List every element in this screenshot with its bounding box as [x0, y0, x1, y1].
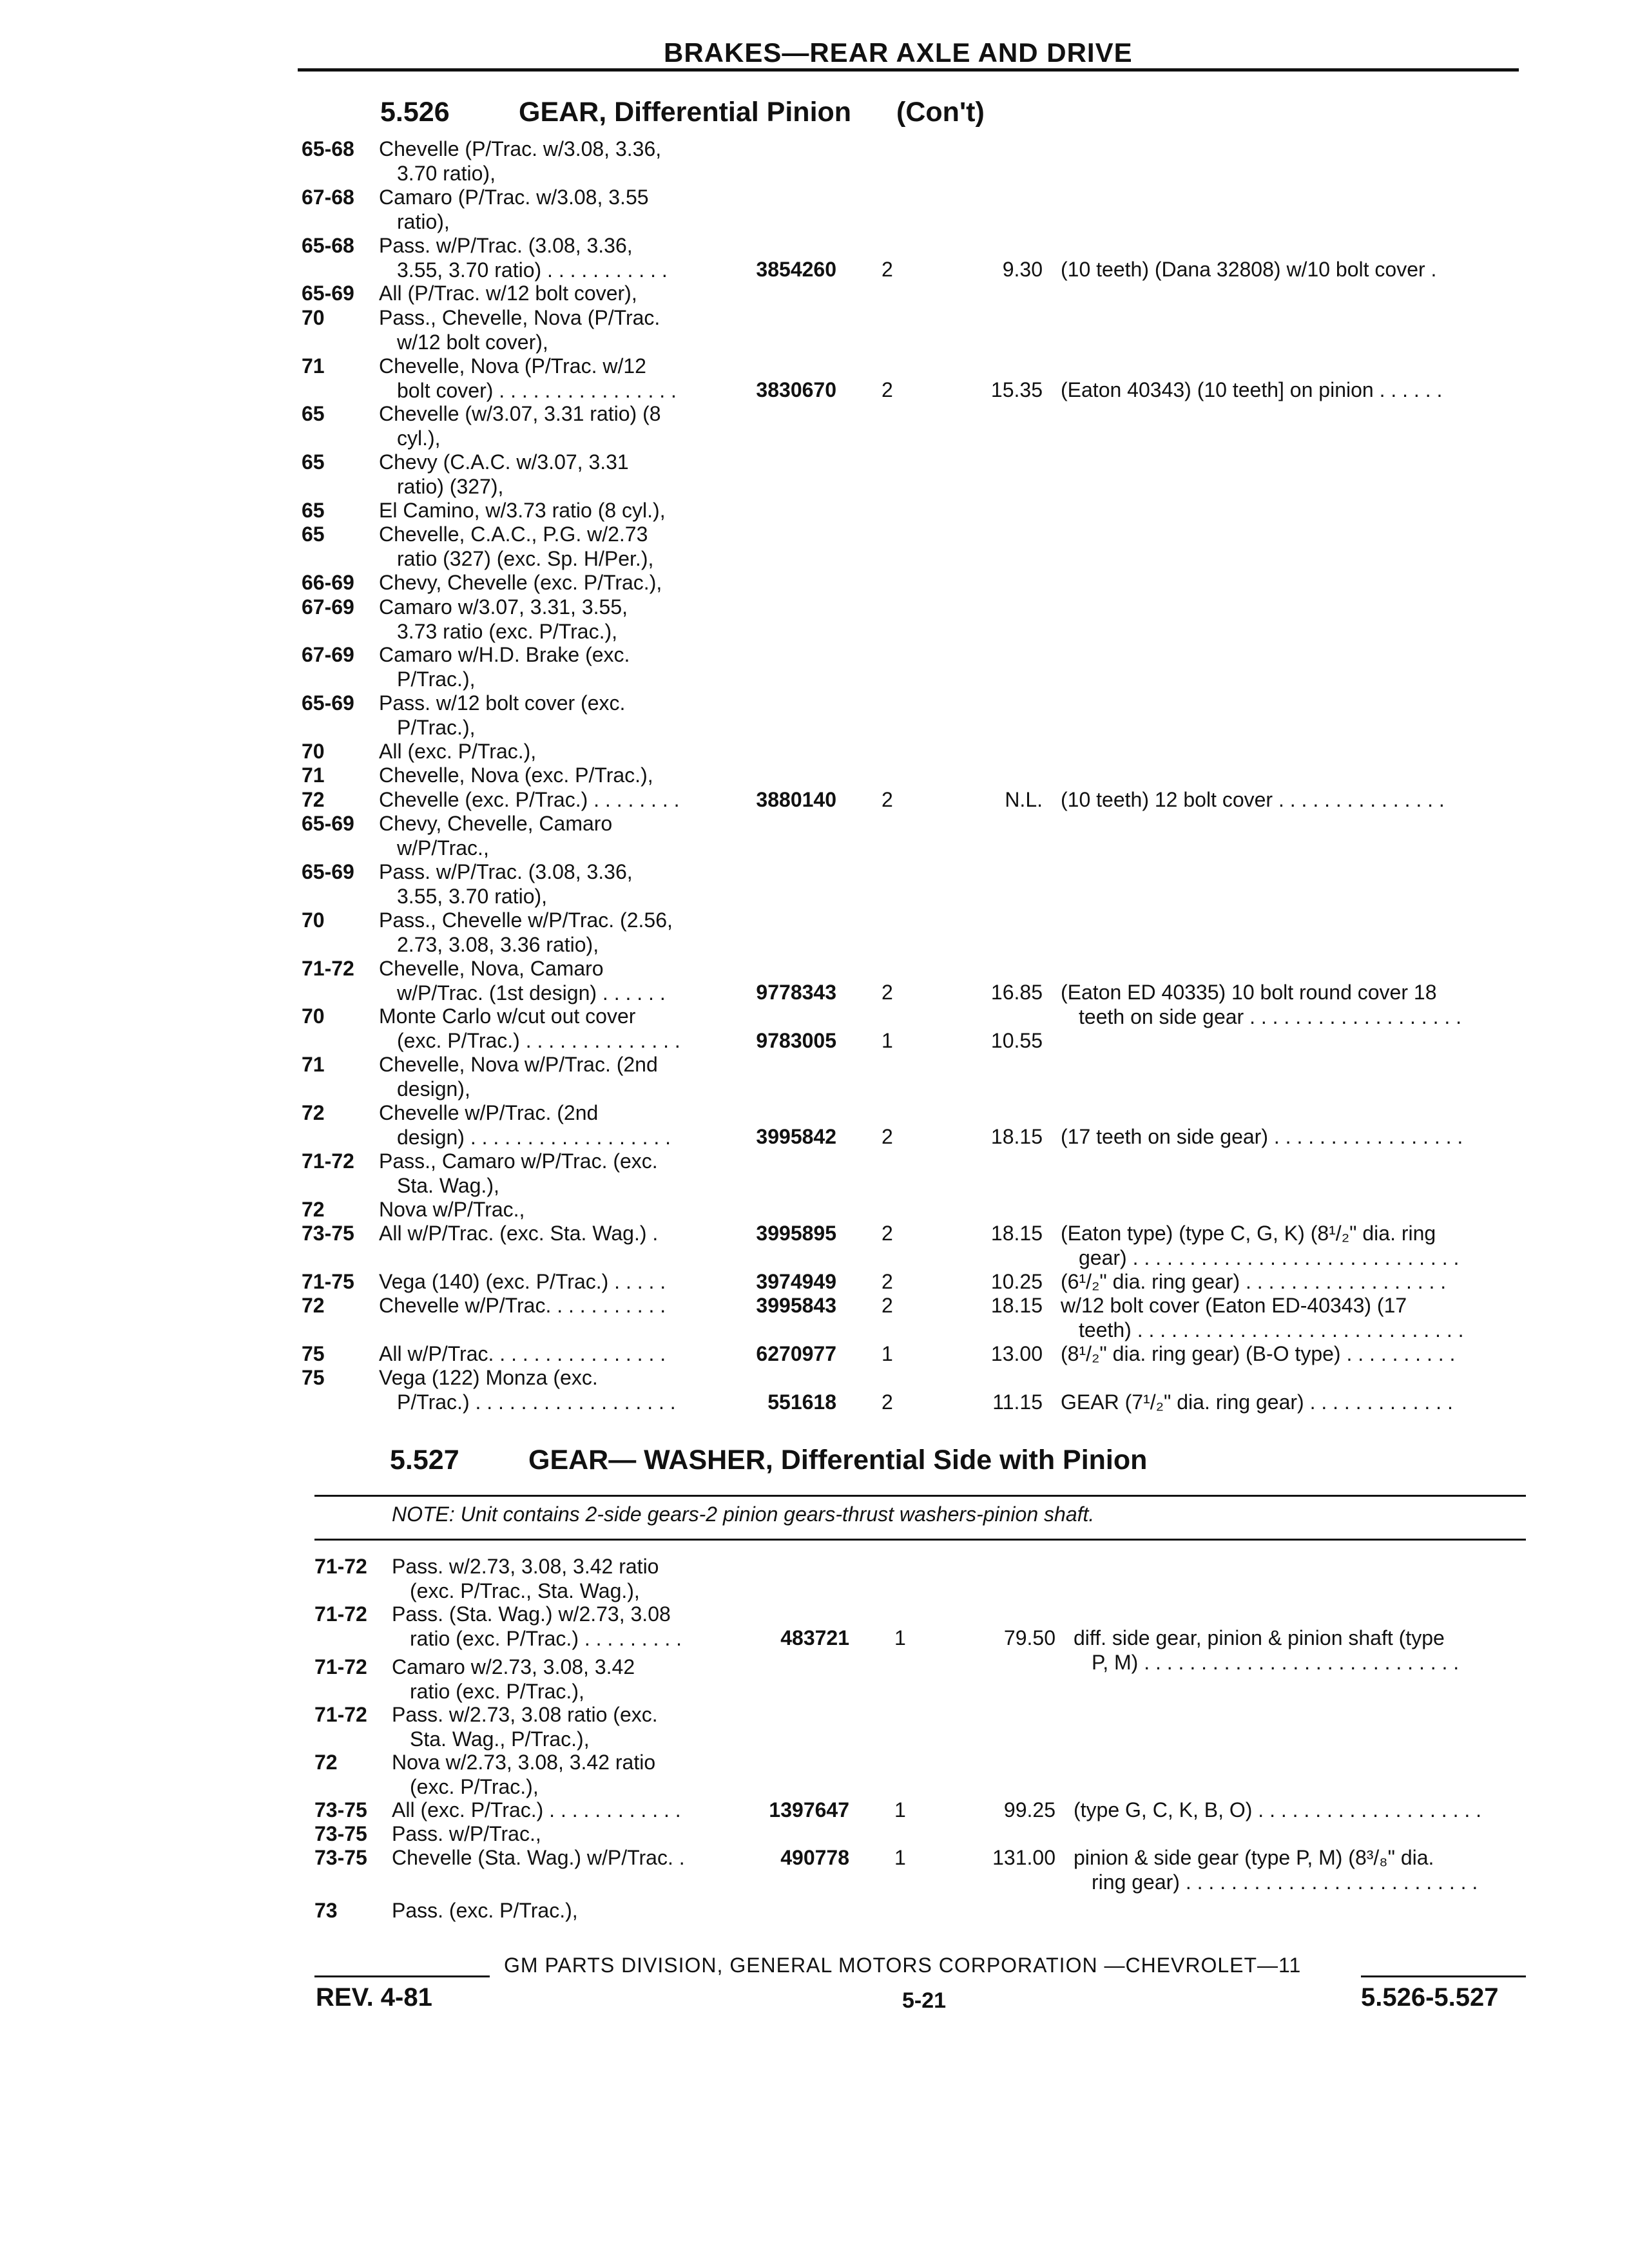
application-description — [379, 763, 714, 787]
model-years: 70 — [302, 740, 325, 763]
application-description — [379, 1052, 714, 1101]
footer-revision: REV. 4-81 — [316, 1983, 432, 2012]
description-line: ratio (exc. P/Trac.), — [410, 1680, 584, 1703]
application-description — [379, 185, 714, 234]
description-line: Chevelle, Nova (exc. P/Trac.), — [379, 764, 653, 787]
part-number: 3830670 — [756, 378, 836, 401]
model-years: 72 — [302, 1101, 325, 1124]
application-description — [392, 1655, 727, 1704]
description-line: Chevelle, C.A.C., P.G. w/2.73 — [379, 523, 648, 546]
model-years: 70 — [302, 305, 325, 329]
remarks-line: GEAR (7¹/₂" dia. ring gear) . . . . . . . . . . . . . — [1061, 1390, 1453, 1414]
quantity: 1 — [882, 1342, 893, 1365]
model-years: 72 — [314, 1751, 338, 1774]
application-description — [379, 691, 714, 740]
list-price: 18.15 — [990, 1125, 1043, 1149]
description-line: All (exc. P/Trac.), — [379, 740, 537, 763]
model-years: 73-75 — [314, 1822, 367, 1845]
application-description — [379, 1100, 714, 1149]
part-number: 490778 — [780, 1846, 849, 1869]
description-line: Nova w/P/Trac., — [379, 1197, 525, 1221]
remarks-line: P, M) . . . . . . . . . . . . . . . . . . . . . . . . . . . . — [1092, 1651, 1460, 1674]
remarks — [1074, 1798, 1525, 1822]
model-years: 65-68 — [302, 137, 354, 160]
description-line: Pass., Camaro w/P/Trac. (exc. — [379, 1149, 658, 1173]
part-number: 3974949 — [756, 1269, 836, 1293]
remarks — [1061, 257, 1512, 282]
remarks-line: (6¹/₂" dia. ring gear) . . . . . . . . . . . . . . . . . . — [1061, 1269, 1447, 1293]
description-line: P/Trac.), — [397, 716, 476, 740]
quantity: 1 — [894, 1846, 906, 1869]
description-line: Camaro w/3.07, 3.31, 3.55, — [379, 595, 628, 619]
remarks-line: (17 teeth on side gear) . . . . . . . . . . . . . . . . . — [1061, 1125, 1463, 1149]
application-description — [379, 1293, 714, 1318]
application-description — [379, 787, 714, 812]
description-line: bolt cover) . . . . . . . . . . . . . . . . — [397, 378, 677, 402]
description-line: Chevelle (Sta. Wag.) w/P/Trac. . — [392, 1846, 685, 1869]
description-line: 3.55, 3.70 ratio), — [397, 885, 548, 908]
model-years: 71 — [302, 354, 325, 378]
description-line: 2.73, 3.08, 3.36 ratio), — [397, 932, 599, 956]
description-line: Camaro w/2.73, 3.08, 3.42 — [392, 1655, 635, 1678]
section-5527-heading — [390, 1445, 1147, 1476]
description-line: Chevelle, Nova (P/Trac. w/12 — [379, 354, 646, 378]
header-rule — [298, 68, 1519, 72]
description-line: design) . . . . . . . . . . . . . . . . . . — [397, 1126, 671, 1149]
application-description — [379, 401, 714, 450]
description-line: Pass., Chevelle, Nova (P/Trac. — [379, 305, 660, 329]
model-years: 71-72 — [314, 1655, 367, 1678]
description-line: ratio) (327), — [397, 475, 504, 499]
application-description — [379, 1269, 714, 1294]
part-number: 3995843 — [756, 1294, 836, 1318]
model-years: 67-69 — [302, 643, 354, 667]
remarks-line: pinion & side gear (type P, M) (8³/₈" dia. — [1074, 1846, 1434, 1869]
model-years: 65-69 — [302, 282, 354, 305]
quantity: 1 — [894, 1798, 906, 1821]
note-top-rule — [314, 1495, 1526, 1497]
quantity: 2 — [882, 1390, 893, 1414]
remarks — [1074, 1626, 1525, 1675]
footer-section-range: 5.526-5.527 — [1361, 1983, 1499, 2012]
application-description — [379, 642, 714, 691]
part-number: 1397647 — [769, 1798, 849, 1821]
application-description — [379, 739, 714, 764]
remarks — [1074, 1845, 1525, 1894]
list-price: 99.25 — [1003, 1798, 1055, 1821]
section-5527-title: GEAR— WASHER, Differential Side with Pinion — [528, 1445, 1148, 1475]
remarks-line: teeth) . . . . . . . . . . . . . . . . . . . . . . . . . . . . . — [1079, 1318, 1464, 1342]
description-line: ratio), — [397, 209, 450, 233]
quantity: 2 — [882, 1222, 893, 1245]
application-description — [379, 498, 714, 523]
application-description — [379, 1221, 714, 1245]
description-line: Pass. w/P/Trac. (3.08, 3.36, — [379, 860, 633, 883]
model-years: 71 — [302, 764, 325, 787]
application-description — [379, 281, 714, 305]
model-years: 72 — [302, 787, 325, 811]
description-line: Chevelle, Nova, Camaro — [379, 956, 604, 980]
remarks-line: gear) . . . . . . . . . . . . . . . . . . . . . . . . . . . . . — [1079, 1246, 1460, 1269]
description-line: 3.73 ratio (exc. P/Trac.), — [397, 619, 618, 643]
description-line: ratio (exc. P/Trac.) . . . . . . . . . — [410, 1627, 682, 1650]
description-line: Pass. (exc. P/Trac.), — [392, 1899, 578, 1922]
remarks — [1061, 1390, 1512, 1414]
application-description — [379, 1197, 714, 1222]
list-price: 16.85 — [990, 980, 1043, 1004]
list-price: 11.15 — [992, 1390, 1043, 1414]
model-years: 71-72 — [314, 1555, 367, 1578]
description-line: All w/P/Trac. . . . . . . . . . . . . . . . — [379, 1342, 666, 1365]
remarks — [1061, 1293, 1512, 1342]
application-description — [379, 233, 714, 282]
list-price: 13.00 — [990, 1342, 1043, 1365]
page-header-title: BRAKES—REAR AXLE AND DRIVE — [664, 37, 1133, 68]
description-line: w/12 bolt cover), — [397, 330, 548, 354]
section-5526-heading — [380, 97, 985, 128]
application-description — [392, 1821, 727, 1846]
model-years: 72 — [302, 1197, 325, 1221]
remarks-line: (10 teeth) (Dana 32808) w/10 bolt cover . — [1061, 257, 1437, 281]
model-years: 67-68 — [302, 185, 354, 209]
model-years: 71-75 — [302, 1269, 354, 1293]
application-description — [392, 1750, 727, 1799]
model-years: 65 — [302, 523, 325, 546]
list-price: 15.35 — [990, 378, 1043, 401]
description-line: Chevy, Chevelle (exc. P/Trac.), — [379, 571, 662, 595]
description-line: Chevelle (w/3.07, 3.31 ratio) (8 — [379, 402, 661, 426]
quantity: 2 — [882, 1125, 893, 1149]
application-description — [379, 305, 714, 354]
model-years: 72 — [302, 1294, 325, 1318]
application-description — [379, 595, 714, 644]
part-number: 3880140 — [756, 787, 836, 811]
remarks — [1061, 1221, 1512, 1270]
description-line: Chevelle (P/Trac. w/3.08, 3.36, — [379, 137, 662, 160]
application-description — [392, 1602, 727, 1651]
remarks — [1061, 1341, 1512, 1366]
description-line: 3.55, 3.70 ratio) . . . . . . . . . . . — [397, 258, 668, 282]
model-years: 65-69 — [302, 812, 354, 836]
description-line: Monte Carlo w/cut out cover — [379, 1004, 636, 1028]
model-years: 75 — [302, 1342, 325, 1365]
model-years: 71 — [302, 1053, 325, 1077]
model-years: 70 — [302, 1004, 325, 1028]
description-line: Nova w/2.73, 3.08, 3.42 ratio — [392, 1751, 656, 1774]
application-description — [392, 1702, 727, 1751]
part-number: 6270977 — [756, 1342, 836, 1365]
section-5527-note: NOTE: Unit contains 2-side gears-2 pinion gears-thrust washers-pinion shaft. — [392, 1503, 1095, 1526]
description-line: Sta. Wag., P/Trac.), — [410, 1727, 590, 1751]
remarks-line: diff. side gear, pinion & pinion shaft (type — [1074, 1626, 1445, 1649]
list-price: 18.15 — [990, 1222, 1043, 1245]
description-line: cyl.), — [397, 427, 441, 450]
application-description — [379, 570, 714, 595]
description-line: El Camino, w/3.73 ratio (8 cyl.), — [379, 499, 666, 522]
application-description — [392, 1554, 727, 1603]
application-description — [392, 1898, 727, 1923]
part-number: 3995842 — [756, 1125, 836, 1149]
model-years: 75 — [302, 1366, 325, 1390]
remarks — [1061, 980, 1512, 1029]
remarks-line: teeth on side gear . . . . . . . . . . . . . . . . . . . — [1079, 1004, 1462, 1028]
list-price: 18.15 — [990, 1294, 1043, 1318]
remarks-line: (8¹/₂" dia. ring gear) (B-O type) . . . . . . . . . . — [1061, 1342, 1456, 1365]
description-line: w/P/Trac., — [397, 836, 489, 860]
application-description — [379, 1365, 714, 1414]
model-years: 65 — [302, 499, 325, 522]
application-description — [379, 956, 714, 1005]
footer-page-number: 5-21 — [902, 1988, 947, 2013]
quantity: 2 — [882, 980, 893, 1004]
description-line: Sta. Wag.), — [397, 1173, 499, 1197]
application-description — [392, 1845, 727, 1870]
description-line: Camaro w/H.D. Brake (exc. — [379, 643, 630, 667]
application-description — [379, 1341, 714, 1366]
model-years: 67-69 — [302, 595, 354, 619]
footer-division: GM PARTS DIVISION, GENERAL MOTORS CORPORATION —CHEVROLET—11 — [504, 1954, 1302, 1977]
model-years: 71-72 — [302, 956, 354, 980]
quantity: 2 — [882, 257, 893, 281]
description-line: w/P/Trac. (1st design) . . . . . . — [397, 981, 666, 1004]
description-line: Chevy (C.A.C. w/3.07, 3.31 — [379, 450, 629, 474]
model-years: 73-75 — [314, 1798, 367, 1821]
remarks — [1061, 1124, 1512, 1149]
description-line: Chevelle, Nova w/P/Trac. (2nd — [379, 1053, 658, 1077]
description-line: All (exc. P/Trac.) . . . . . . . . . . . . — [392, 1798, 681, 1821]
note-bottom-rule — [314, 1539, 1526, 1541]
model-years: 65-69 — [302, 860, 354, 883]
description-line: Chevy, Chevelle, Camaro — [379, 812, 613, 836]
description-line: Pass. w/2.73, 3.08 ratio (exc. — [392, 1703, 658, 1726]
application-description — [379, 522, 714, 571]
description-line: P/Trac.) . . . . . . . . . . . . . . . . . . — [397, 1390, 676, 1414]
remarks — [1061, 787, 1512, 812]
section-5526-continued: (Con't) — [896, 97, 985, 128]
quantity: 1 — [882, 1028, 893, 1052]
application-description — [379, 908, 714, 957]
description-line: (exc. P/Trac.) . . . . . . . . . . . . . . — [397, 1029, 680, 1053]
remarks-line: ring gear) . . . . . . . . . . . . . . . . . . . . . . . . . . — [1092, 1870, 1478, 1894]
part-number: 483721 — [780, 1626, 849, 1649]
model-years: 65-68 — [302, 233, 354, 257]
model-years: 65-69 — [302, 691, 354, 715]
remarks-line: (Eaton ED 40335) 10 bolt round cover 18 — [1061, 980, 1437, 1004]
quantity: 2 — [882, 1294, 893, 1318]
model-years: 70 — [302, 908, 325, 932]
part-number: 9783005 — [756, 1028, 836, 1052]
remarks-line: w/12 bolt cover (Eaton ED-40343) (17 — [1061, 1294, 1407, 1318]
section-5526-title: GEAR, Differential Pinion — [519, 97, 852, 128]
remarks-line: (type G, C, K, B, O) . . . . . . . . . . . . . . . . . . . . — [1074, 1798, 1482, 1821]
application-description — [392, 1798, 727, 1822]
description-line: Pass. w/12 bolt cover (exc. — [379, 691, 626, 715]
application-description — [379, 354, 714, 403]
part-number: 551618 — [767, 1390, 836, 1414]
list-price: N.L. — [1005, 787, 1043, 811]
application-description — [379, 860, 714, 908]
model-years: 73-75 — [314, 1846, 367, 1869]
application-description — [379, 450, 714, 499]
description-line: (exc. P/Trac., Sta. Wag.), — [410, 1579, 640, 1602]
model-years: 71-72 — [314, 1703, 367, 1726]
list-price: 10.55 — [990, 1028, 1043, 1052]
description-line: Chevelle (exc. P/Trac.) . . . . . . . . — [379, 787, 680, 811]
remarks — [1061, 1269, 1512, 1294]
model-years: 65 — [302, 450, 325, 474]
remarks-line: (10 teeth) 12 bolt cover . . . . . . . . . . . . . . . — [1061, 787, 1445, 811]
footer-rule-left — [314, 1975, 490, 1977]
section-5527-number: 5.527 — [390, 1445, 459, 1475]
description-line: P/Trac.), — [397, 668, 476, 691]
description-line: All w/P/Trac. (exc. Sta. Wag.) . — [379, 1222, 659, 1245]
description-line: ratio (327) (exc. Sp. H/Per.), — [397, 547, 654, 571]
description-line: 3.70 ratio), — [397, 162, 496, 185]
application-description — [379, 137, 714, 186]
remarks-line: (Eaton 40343) (10 teeth] on pinion . . . . . . — [1061, 378, 1443, 401]
description-line: (exc. P/Trac.), — [410, 1775, 539, 1798]
application-description — [379, 1149, 714, 1198]
description-line: Pass. w/P/Trac., — [392, 1822, 541, 1845]
quantity: 1 — [894, 1626, 906, 1649]
quantity: 2 — [882, 1269, 893, 1293]
part-number: 3854260 — [756, 257, 836, 281]
description-line: design), — [397, 1077, 470, 1101]
model-years: 73-75 — [302, 1222, 354, 1245]
list-price: 131.00 — [992, 1846, 1055, 1869]
description-line: Vega (140) (exc. P/Trac.) . . . . . — [379, 1269, 666, 1293]
model-years: 71-72 — [314, 1602, 367, 1626]
model-years: 71-72 — [302, 1149, 354, 1173]
footer-rule-right — [1361, 1975, 1526, 1977]
description-line: Chevelle w/P/Trac. (2nd — [379, 1101, 599, 1124]
description-line: Chevelle w/P/Trac. . . . . . . . . . . — [379, 1294, 666, 1318]
part-number: 9778343 — [756, 980, 836, 1004]
model-years: 73 — [314, 1899, 338, 1922]
list-price: 9.30 — [1002, 257, 1043, 281]
part-number: 3995895 — [756, 1222, 836, 1245]
description-line: Pass. (Sta. Wag.) w/2.73, 3.08 — [392, 1602, 671, 1626]
quantity: 2 — [882, 378, 893, 401]
remarks — [1061, 378, 1512, 402]
description-line: Pass., Chevelle w/P/Trac. (2.56, — [379, 908, 673, 932]
description-line: Camaro (P/Trac. w/3.08, 3.55 — [379, 185, 649, 209]
description-line: Vega (122) Monza (exc. — [379, 1366, 598, 1390]
application-description — [379, 811, 714, 860]
list-price: 10.25 — [990, 1269, 1043, 1293]
section-5526-number: 5.526 — [380, 97, 450, 128]
description-line: Pass. w/P/Trac. (3.08, 3.36, — [379, 233, 633, 257]
remarks-line: (Eaton type) (type C, G, K) (8¹/₂" dia. ring — [1061, 1222, 1436, 1245]
model-years: 66-69 — [302, 571, 354, 595]
description-line: All (P/Trac. w/12 bolt cover), — [379, 282, 637, 305]
model-years: 65 — [302, 402, 325, 426]
application-description — [379, 1004, 714, 1053]
quantity: 2 — [882, 787, 893, 811]
list-price: 79.50 — [1003, 1626, 1055, 1649]
description-line: Pass. w/2.73, 3.08, 3.42 ratio — [392, 1555, 659, 1578]
